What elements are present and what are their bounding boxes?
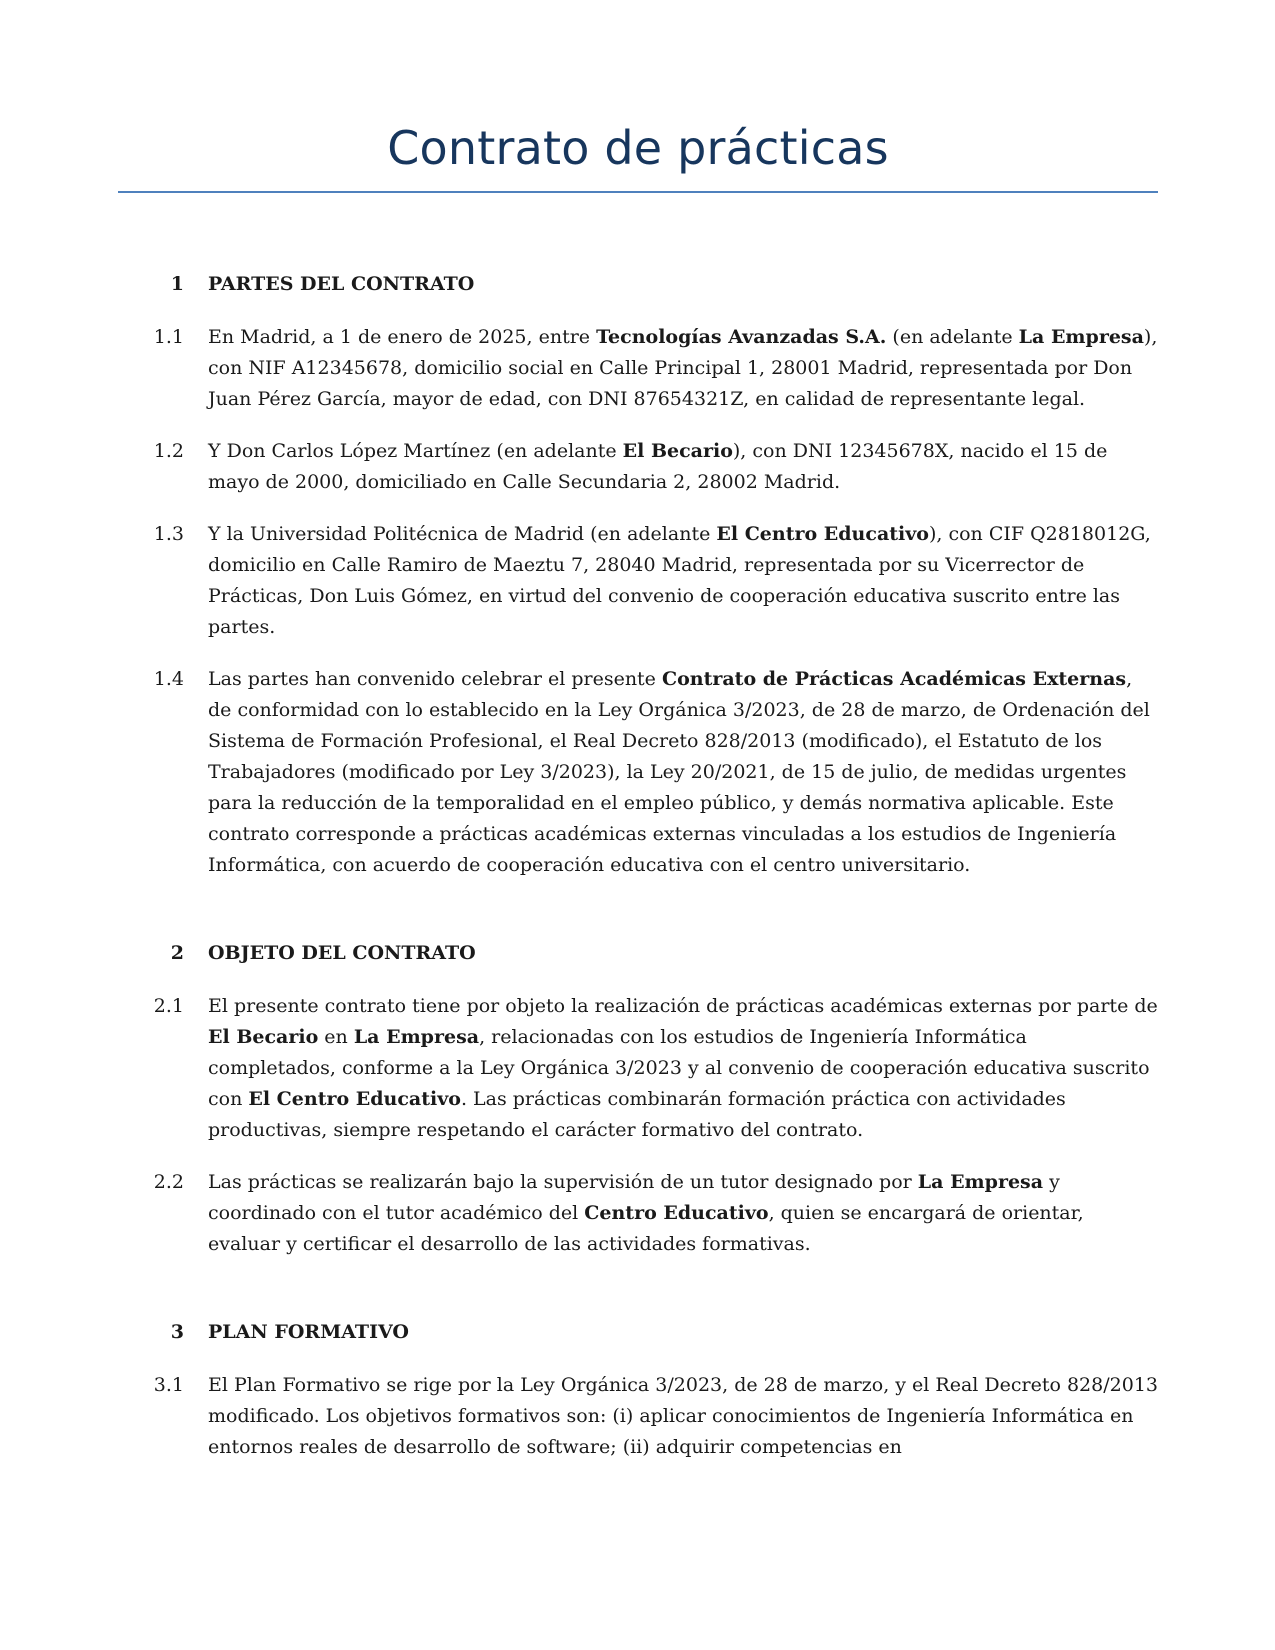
clause-text-run: ), con DNI 12345678X, nacido el 15 de mayo de 2000, domiciliado en Calle Secundaria 2, 28002 Madrid. <box>208 440 1108 493</box>
clause <box>118 991 1163 1146</box>
section-number: 2 <box>170 942 184 964</box>
clause <box>118 1167 1163 1260</box>
clause <box>118 519 1163 643</box>
defined-term: Contrato de Prácticas Académicas Externas <box>661 668 1127 690</box>
clause-number: 3.1 <box>153 1374 184 1396</box>
clause-text-run: En Madrid, a 1 de enero de 2025, entre <box>208 326 597 348</box>
defined-term: El Becario <box>208 1026 319 1048</box>
clause-text <box>208 1167 1158 1260</box>
defined-term: Centro Educativo <box>584 1202 769 1224</box>
document-body <box>118 270 1163 1484</box>
clause-number: 1.2 <box>153 440 184 462</box>
clause-text-run: Y Don Carlos López Martínez (en adelante <box>208 440 623 462</box>
clause-text-run: Y la Universidad Politécnica de Madrid (en adelante <box>208 523 717 545</box>
defined-term: El Centro Educativo <box>716 523 929 545</box>
section-title: OBJETO DEL CONTRATO <box>208 942 476 964</box>
clause-text-run: Las partes han convenido celebrar el presente <box>208 668 662 690</box>
defined-term: El Centro Educativo <box>248 1088 461 1110</box>
clause-text <box>208 991 1158 1146</box>
clause-text-run: (en adelante <box>886 326 1019 348</box>
clause-text-run: y coordinado con el tutor académico del <box>208 1171 1060 1224</box>
clause-number: 1.4 <box>153 668 184 690</box>
section <box>118 1318 1163 1463</box>
clause-number: 1.1 <box>153 326 184 348</box>
clause-number: 2.1 <box>153 995 184 1017</box>
defined-term: Tecnologías Avanzadas S.A. <box>596 326 887 348</box>
section-number: 3 <box>170 1321 184 1343</box>
clause-text-run: Las prácticas se realizarán bajo la supervisión de un tutor designado por <box>208 1171 918 1193</box>
defined-term: La Empresa <box>917 1171 1044 1193</box>
clause-text-run: , relacionadas con los estudios de Ingeniería Informática completados, conforme a la Ley Orgánica 3/2023 y al convenio de cooperación educativa suscrito con <box>208 1026 1150 1110</box>
clause-text-run: . Las prácticas combinarán formación práctica con actividades productivas, siempre respetando el carácter formativo del contrato. <box>208 1088 1066 1141</box>
section-heading <box>118 1318 1163 1346</box>
section-title: PARTES DEL CONTRATO <box>208 273 475 295</box>
clause-text <box>208 519 1158 643</box>
section-number: 1 <box>170 273 184 295</box>
clause-text <box>208 1370 1158 1463</box>
section-heading <box>118 270 1163 298</box>
clause <box>118 322 1163 415</box>
document-title: Contrato de prácticas <box>387 121 889 175</box>
clause-text-run: en <box>318 1026 354 1048</box>
defined-term: El Becario <box>622 440 733 462</box>
clause-text-run: , quien se encargará de orientar, evaluar y certificar el desarrollo de las actividades formativas. <box>208 1202 1084 1255</box>
defined-term: La Empresa <box>1018 326 1144 348</box>
title-underline <box>118 191 1158 193</box>
clause-text-run: , de conformidad con lo establecido en la Ley Orgánica 3/2023, de 28 de marzo, de Ordenación del Sistema de Formación Profesional, el Real Decreto 828/2013 (modificado), el Estatuto de los Trabajadores (modificado por Ley 3/2023), la Ley 20/2021, de 15 de julio, de medidas urgentes para la reducción de la temporalidad en el empleo público, y demás normativa aplicable. Este contrato corresponde a prácticas académicas externas vinculadas a los estudios de Ingeniería Informática, con acuerdo de cooperación educativa con el centro universitario. <box>208 668 1150 876</box>
clause-text <box>208 322 1158 415</box>
clause-text-run: El Plan Formativo se rige por la Ley Orgánica 3/2023, de 28 de marzo, y el Real Decreto 828/2013 modificado. Los objetivos formativos son: (i) aplicar conocimientos de Ingeniería Informática en entornos reales de desarrollo de software; (ii) adquirir competencias en <box>208 1374 1158 1458</box>
clause <box>118 436 1163 498</box>
defined-term: La Empresa <box>353 1026 480 1048</box>
clause-text <box>208 664 1158 881</box>
clause-number: 2.2 <box>153 1171 184 1193</box>
section-title: PLAN FORMATIVO <box>208 1321 409 1343</box>
section <box>118 270 1163 881</box>
section <box>118 939 1163 1260</box>
clause-text-run: ), con NIF A12345678, domicilio social en Calle Principal 1, 28001 Madrid, representada por Don Juan Pérez García, mayor de edad, con DNI 87654321Z, en calidad de representante legal. <box>208 326 1158 410</box>
clause-text-run: ), con CIF Q2818012G, domicilio en Calle Ramiro de Maeztu 7, 28040 Madrid, representada por su Vicerrector de Prácticas, Don Luis Gómez, en virtud del convenio de cooperación educativa suscrito entre las partes. <box>208 523 1151 638</box>
section-heading <box>118 939 1163 967</box>
clause <box>118 664 1163 881</box>
clause-text-run: El presente contrato tiene por objeto la realización de prácticas académicas externas por parte de <box>208 995 1158 1017</box>
clause-number: 1.3 <box>153 523 184 545</box>
clause <box>118 1370 1163 1463</box>
clause-text <box>208 436 1158 498</box>
